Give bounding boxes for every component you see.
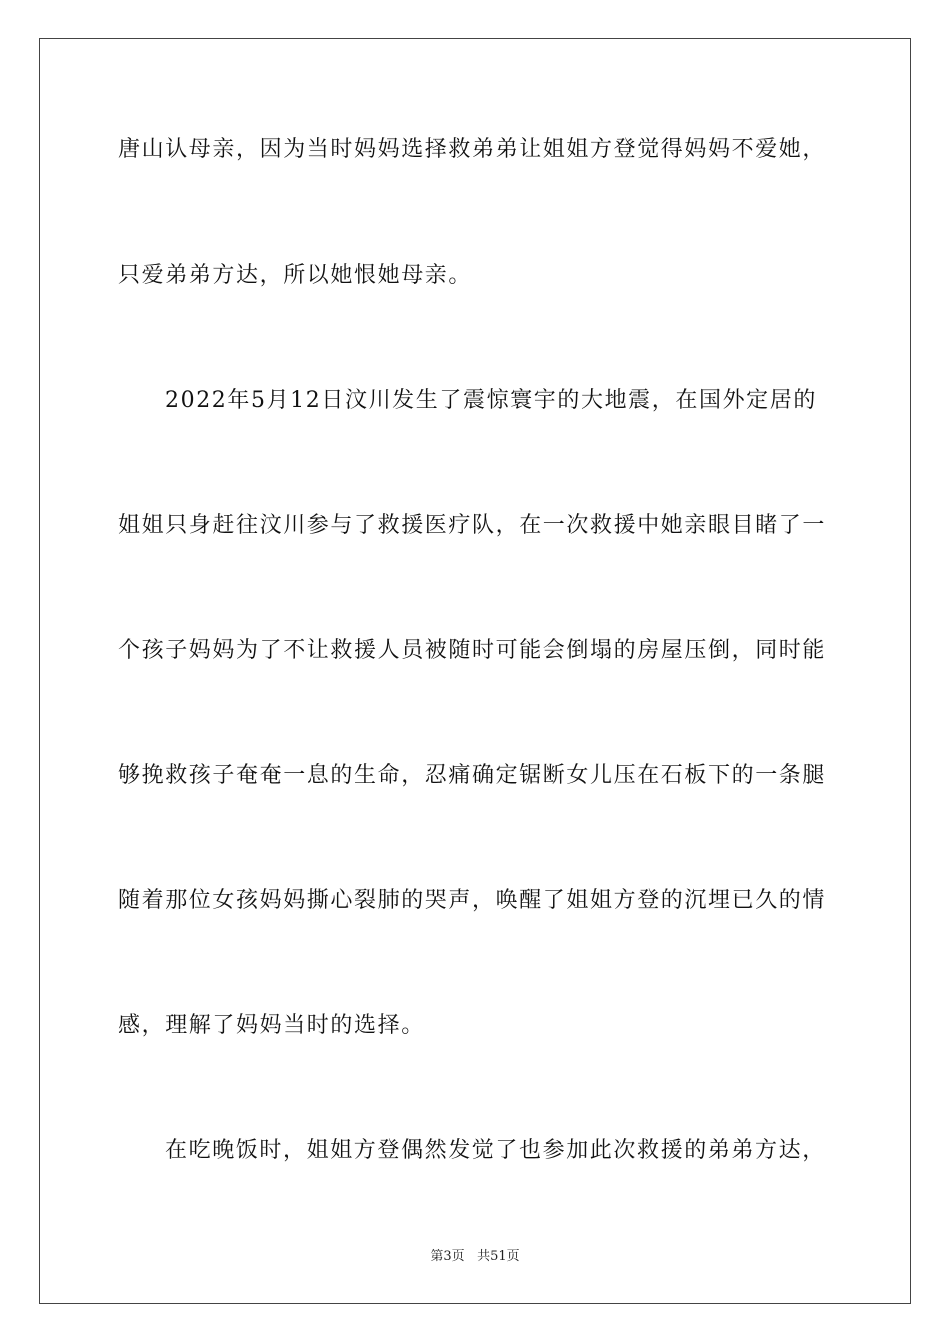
body-text-line: 只爱弟弟方达，所以她恨她母亲。: [118, 263, 473, 288]
page-footer: [0, 1248, 950, 1266]
total-pages: 共51页: [477, 1249, 520, 1264]
paragraph-start-line: 在吃晚饭时，姐姐方登偶然发觉了也参加此次救援的弟弟方达，: [165, 1138, 826, 1163]
body-text-line: 随着那位女孩妈妈撕心裂肺的哭声，唤醒了姐姐方登的沉埋已久的情: [118, 888, 827, 913]
paragraph-start-line: 2022年5月12日汶川发生了震惊寰宇的大地震，在国外定居的: [165, 388, 817, 413]
page-number: 第3页: [430, 1249, 465, 1264]
body-text-line: 够挽救孩子奄奄一息的生命，忍痛确定锯断女儿压在石板下的一条腿: [118, 763, 827, 788]
body-text-line: 感，理解了妈妈当时的选择。: [118, 1013, 425, 1038]
body-text-line: 个孩子妈妈为了不让救援人员被随时可能会倒塌的房屋压倒，同时能: [118, 638, 827, 663]
page-border: [39, 38, 911, 1304]
body-text-line: 姐姐只身赶往汶川参与了救援医疗队，在一次救援中她亲眼目睹了一: [118, 513, 827, 538]
body-text-line: 唐山认母亲，因为当时妈妈选择救弟弟让姐姐方登觉得妈妈不爱她，: [118, 137, 827, 162]
